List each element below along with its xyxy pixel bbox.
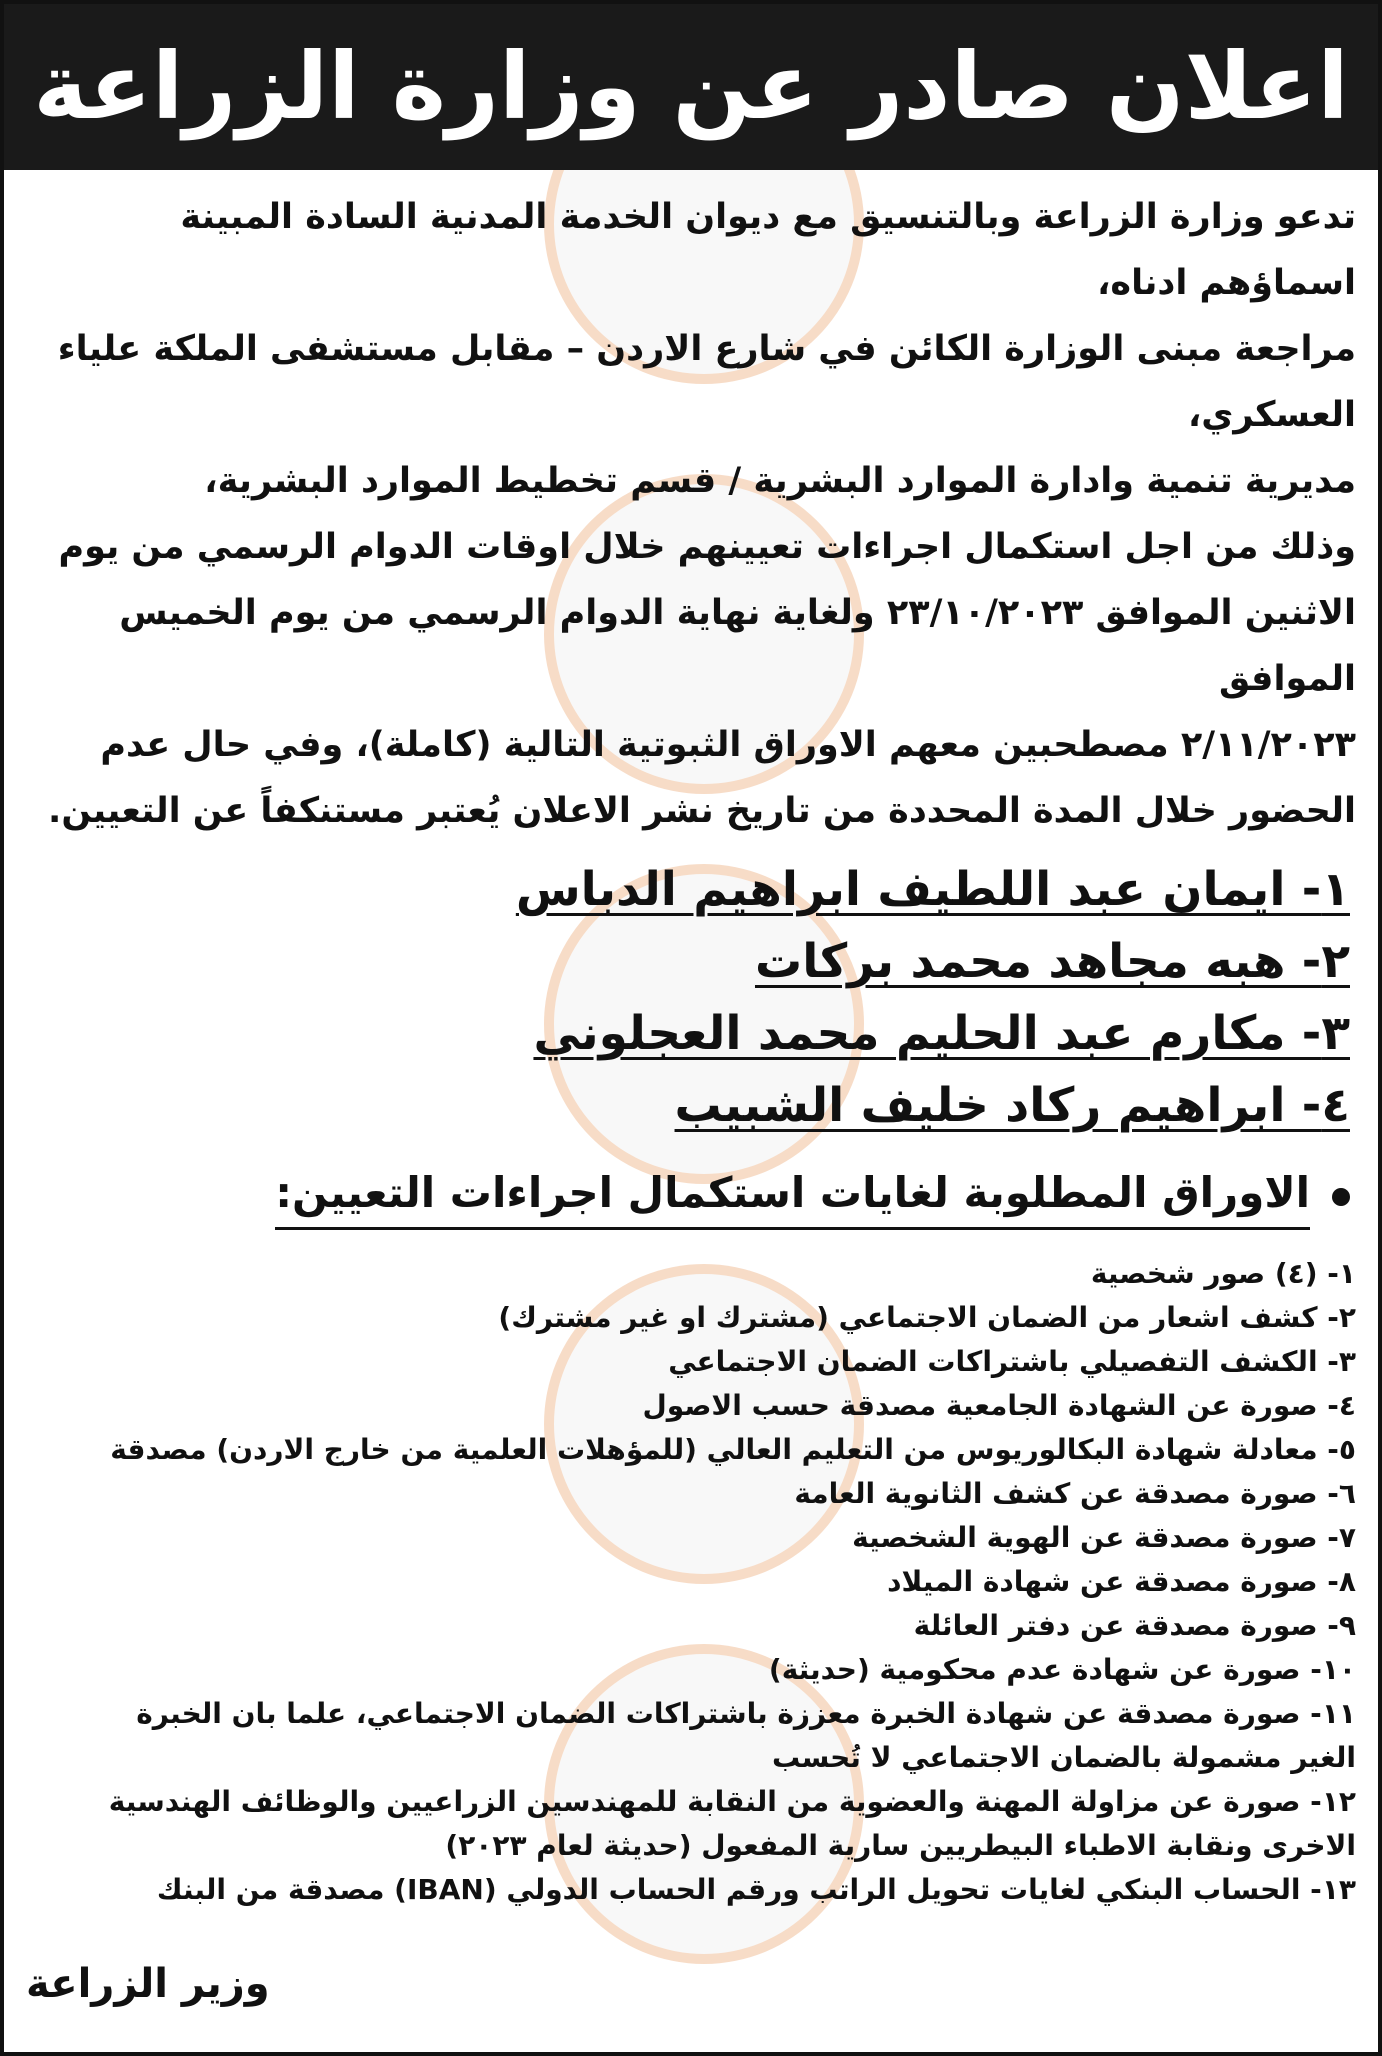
document-item: ٤- صورة عن الشهادة الجامعية مصدقة حسب الاصول [642, 1388, 1356, 1422]
names-list [26, 854, 1356, 1142]
intro-line: الحضور خلال المدة المحددة من تاريخ نشر الاعلان يُعتبر مستنكفاً عن التعيين. [48, 791, 1356, 831]
document-item: ١٠- صورة عن شهادة عدم محكومية (حديثة) [768, 1652, 1356, 1686]
signature-block [26, 1956, 1356, 2012]
signature: وزير الزراعة [26, 1960, 270, 2007]
document-item: ٧- صورة مصدقة عن الهوية الشخصية [852, 1520, 1356, 1554]
name-item: ٤- ابراهيم ركاد خليف الشبيب [674, 1078, 1350, 1133]
document-item: ٥- معادلة شهادة البكالوريوس من التعليم العالي (للمؤهلات العلمية من خارج الاردن) مصدقة [110, 1432, 1356, 1466]
document-item: ٩- صورة مصدقة عن دفتر العائلة [913, 1608, 1356, 1642]
document-item: ٢- كشف اشعار من الضمان الاجتماعي (مشترك او غير مشترك) [498, 1300, 1356, 1334]
intro-line: الاثنين الموافق ٢٣/١٠/٢٠٢٣ ولغاية نهاية الدوام الرسمي من يوم الخميس الموافق [119, 593, 1356, 699]
document-item: ٨- صورة مصدقة عن شهادة الميلاد [887, 1564, 1356, 1598]
document-item: ١١- صورة مصدقة عن شهادة الخبرة معززة باشتراكات الضمان الاجتماعي، علما بان الخبرة [136, 1696, 1356, 1730]
document-item: ٣- الكشف التفصيلي باشتراكات الضمان الاجتماعي [668, 1344, 1356, 1378]
header-banner [4, 4, 1378, 170]
intro-line: مراجعة مبنى الوزارة الكائن في شارع الاردن – مقابل مستشفى الملكة علياء العسكري، [57, 329, 1356, 435]
page-title: اعلان صادر عن وزارة الزراعة [33, 33, 1349, 141]
document-item: ١٢- صورة عن مزاولة المهنة والعضوية من النقابة للمهندسين الزراعيين والوظائف الهندسية [108, 1784, 1356, 1818]
document-item: ١٣- الحساب البنكي لغايات تحويل الراتب ورقم الحساب الدولي (IBAN) مصدقة من البنك [156, 1872, 1356, 1906]
name-item: ٣- مكارم عبد الحليم محمد العجلوني [533, 1006, 1350, 1061]
intro-paragraph [26, 184, 1356, 844]
documents-list [26, 1252, 1356, 1912]
name-item: ١- ايمان عبد اللطيف ابراهيم الدباس [515, 862, 1350, 917]
document-item: ١- (٤) صور شخصية [1090, 1256, 1356, 1290]
intro-line: تدعو وزارة الزراعة وبالتنسيق مع ديوان الخدمة المدنية السادة المبينة اسماؤهم ادناه، [180, 197, 1356, 303]
intro-line: مديرية تنمية وادارة الموارد البشرية / قسم تخطيط الموارد البشرية، [204, 461, 1356, 501]
documents-heading-text: الاوراق المطلوبة لغايات استكمال اجراءات التعيين: [275, 1164, 1310, 1230]
intro-line: وذلك من اجل استكمال اجراءات تعيينهم خلال اوقات الدوام الرسمي من يوم [58, 527, 1356, 567]
document-item-continuation: الغير مشمولة بالضمان الاجتماعي لا تُحسب [772, 1740, 1356, 1774]
ad-body [4, 170, 1378, 2052]
intro-line: ٢/١١/٢٠٢٣ مصطحبين معهم الاوراق الثبوتية التالية (كاملة)، وفي حال عدم [100, 725, 1356, 765]
document-item-continuation: الاخرى ونقابة الاطباء البيطريين سارية المفعول (حديثة لعام ٢٠٢٣) [445, 1828, 1356, 1862]
name-item: ٢- هبه مجاهد محمد بركات [754, 934, 1350, 989]
document-item: ٦- صورة مصدقة عن كشف الثانوية العامة [794, 1476, 1356, 1510]
bullet-icon [1332, 1188, 1350, 1206]
documents-heading [26, 1164, 1356, 1230]
